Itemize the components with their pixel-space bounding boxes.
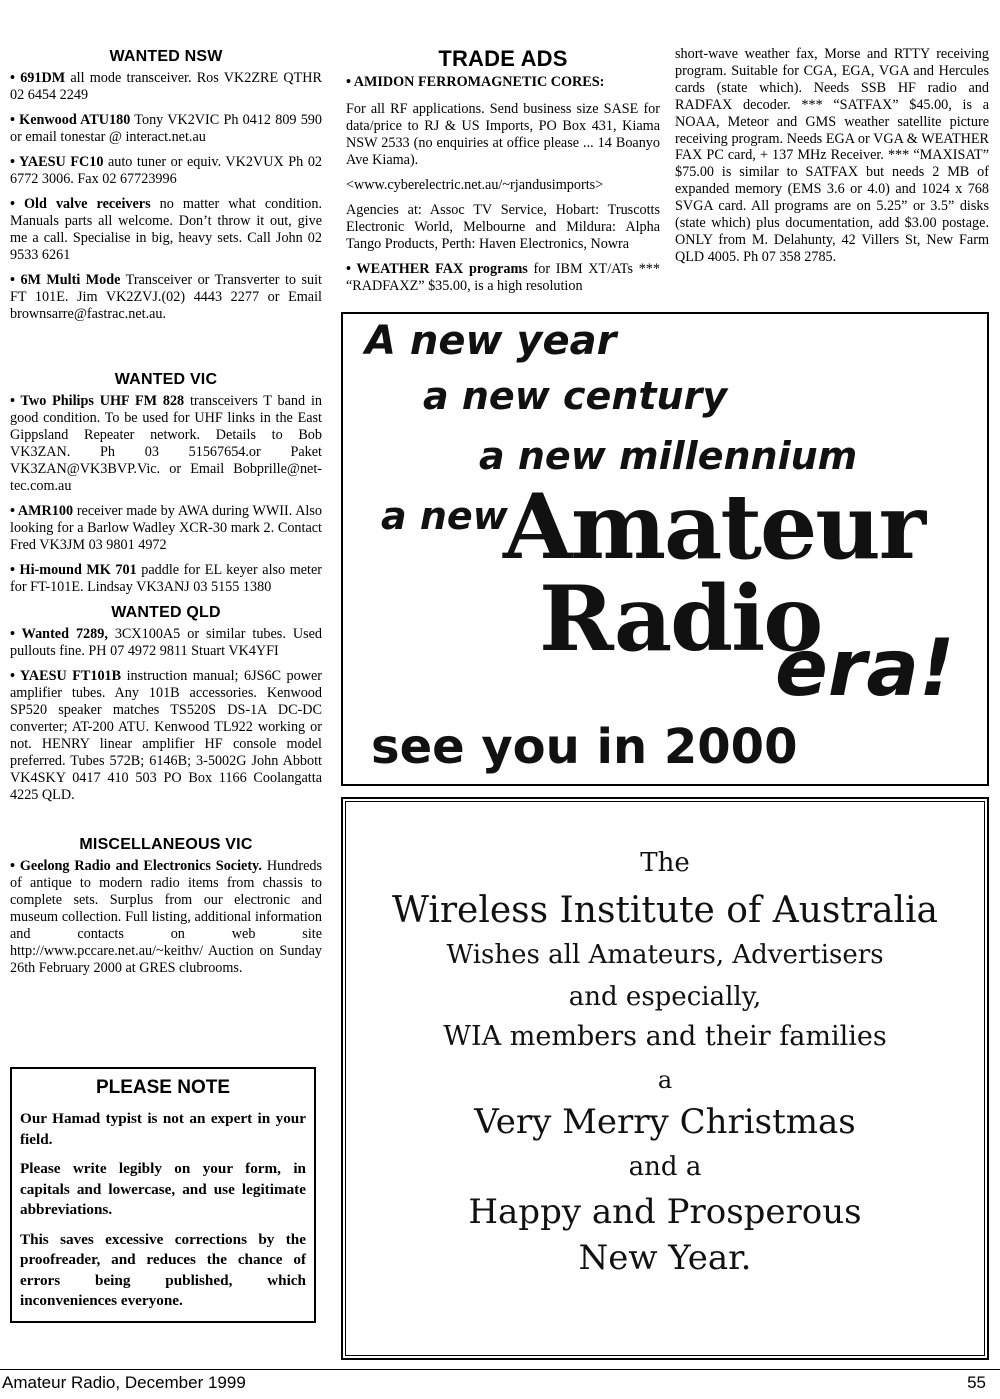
ny-see-you: see you in 2000	[371, 719, 798, 775]
classified-ad: • AMR100 receiver made by AWA during WWII. Also looking for a Barlow Wadley XCR-30 mark 2. Contact Fred VK3JM 03 9801 4972	[10, 503, 322, 553]
trade-ads-column	[346, 46, 660, 303]
wia-line: Wishes all Amateurs, Advertisers	[446, 940, 884, 970]
ny-line-millennium: a new millennium	[479, 434, 858, 478]
please-note-box	[10, 1067, 316, 1323]
heading-wanted-nsw: WANTED NSW	[109, 48, 223, 65]
classified-ad: • Kenwood ATU180 Tony VK2VIC Ph 0412 809 590 or email tonestar @ interact.net.au	[10, 112, 322, 145]
note-paragraph: Our Hamad typist is not an expert in your field.	[20, 1110, 306, 1148]
wia-line: WIA members and their families	[443, 1021, 887, 1052]
amidon-title: • AMIDON FERROMAGNETIC CORES:	[346, 74, 605, 90]
wia-happy-prosperous: Happy and Prosperous	[468, 1192, 862, 1232]
wia-name: Wireless Institute of Australia	[391, 890, 939, 931]
ny-line-year: A new year	[365, 318, 617, 364]
trade-paragraph: For all RF applications. Send business size SASE for data/price to RJ & US Imports, PO Box 431, Kiama NSW 2533 (no enquiries at office please ... 14 Boanyo Ave Kiama).	[346, 101, 660, 168]
wia-line: a	[657, 1066, 673, 1094]
new-year-ad	[341, 312, 989, 786]
wia-greeting-box	[341, 797, 989, 1360]
footer-publication: Amateur Radio, December 1999	[2, 1373, 246, 1392]
footer-rule	[0, 1369, 1000, 1370]
heading-trade-ads: TRADE ADS	[438, 46, 568, 71]
classified-ad: • 6M Multi Mode Transceiver or Transverter to suit FT 101E. Jim VK2ZVJ.(02) 4443 2277 or Email brownsarre@fastrac.net.au.	[10, 272, 322, 322]
heading-wanted-qld: WANTED QLD	[111, 604, 221, 621]
wia-new-year: New Year.	[578, 1238, 752, 1278]
please-note-title: PLEASE NOTE	[95, 1077, 231, 1098]
wia-line: and especially,	[568, 982, 762, 1012]
note-paragraph: Please write legibly on your form, in capitals and lowercase, and use legitimate abbreviations.	[20, 1160, 306, 1218]
ny-line-new: a new	[381, 494, 508, 538]
left-column	[10, 48, 322, 985]
trade-url: <www.cyberelectric.net.au/~rjandusimports>	[346, 177, 604, 193]
heading-wanted-vic: WANTED VIC	[114, 371, 218, 388]
classified-ad: • YAESU FT101B instruction manual; 6JS6C power amplifier tubes. Any 101B accessories. Kenwood SP520 speaker matches TS520S DS-1A DC-DC converter; AT-200 ATU. Kenwood TL922 working or not. HENRY linear amplifier HF console model preferred. Tubes 572B; 6146B; 3-5002G John Abbott VK4SKY 0417 410 503 PO Box 1166 Coolangatta 4225 QLD.	[10, 668, 323, 803]
trade-paragraph: Agencies at: Assoc TV Service, Hobart: Truscotts Electronic World, Melbourne and Mildura: Alpha Tango Products, Perth: Haven Electronics, Nowra	[346, 202, 660, 252]
weather-fax-continued: short-wave weather fax, Morse and RTTY receiving program. Suitable for CGA, EGA, VGA and Hercules cards (state which). Needs SSB HF radio and RADFAX decoder. *** “SATFAX” $45.00, is a NOAA, Meteor and GMS weather satellite picture receiving program. Needs EGA or VGA & WEATHER FAX PC card, + 137 MHz Receiver. *** “MAXISAT” $75.00 is similar to SATFAX but needs 2 MB of expanded memory (EMS 3.6 or 4.0) and 1024 x 768 SVGA card. All programs are on 5.25” or 3.5” disks (state which) plus documentation, add $3.00 postage. ONLY from M. Delahunty, 42 Villers St, New Farm QLD 4005. Ph 07 358 2785.	[675, 46, 989, 265]
ny-word-era: era!	[775, 624, 955, 714]
note-paragraph: This saves excessive corrections by the proofreader, and reduces the chance of errors being published, which inconveniences everyone.	[20, 1230, 306, 1309]
classified-ad: • Two Philips UHF FM 828 transceivers T band in good condition. To be used for UHF links in the East Gippsland Repeater network. Details to Bob VK3ZAN. Ph 03 51567654.or Paket VK3ZAN@VK3BVP.Vic. or Email Bobprille@net-tec.com.au	[10, 393, 322, 494]
wia-the: The	[640, 848, 690, 878]
wia-merry-christmas: Very Merry Christmas	[474, 1102, 856, 1142]
ny-word-amateur: Amateur	[503, 474, 925, 580]
classified-ad: • YAESU FC10 auto tuner or equiv. VK2VUX Ph 02 6772 3006. Fax 02 67723996	[10, 154, 323, 187]
classified-ad: • 691DM all mode transceiver. Ros VK2ZRE QTHR 02 6454 2249	[10, 70, 322, 103]
classified-ad: • Geelong Radio and Electronics Society. Hundreds of antique to modern radio items from chassis to complete sets. Surplus from our electronic and museum collection. Full listing, additional information and contacts on web site http://www.pccare.net.au/~keithv/ Auction on Sunday 26th February 2000 at GRES clubrooms.	[10, 858, 322, 976]
ny-line-century: a new century	[423, 374, 728, 418]
wia-greeting-inner	[345, 801, 985, 1356]
classified-ad: • Wanted 7289, 3CX100A5 or similar tubes. Used pullouts fine. PH 07 4972 9811 Stuart VK4YFI	[10, 626, 322, 659]
wia-line: and a	[628, 1152, 702, 1182]
classified-ad: • Old valve receivers no matter what condition. Manuals parts all welcome. Don’t throw it out, give me a call. Specialise in big, heavy sets. Call John 02 9533 6261	[10, 196, 322, 263]
classified-ad: • Hi-mound MK 701 paddle for EL keyer also meter for FT-101E. Lindsay VK3ANJ 03 5155 1380	[10, 562, 322, 595]
page-number: 55	[967, 1373, 986, 1392]
ny-word-radio: Radio	[539, 566, 822, 672]
trade-ads-continued	[675, 46, 989, 266]
weather-fax-ad: • WEATHER FAX programs for IBM XT/ATs *** “RADFAXZ” $35.00, is a high resolution	[346, 261, 660, 294]
heading-misc-vic: MISCELLANEOUS VIC	[79, 836, 253, 853]
